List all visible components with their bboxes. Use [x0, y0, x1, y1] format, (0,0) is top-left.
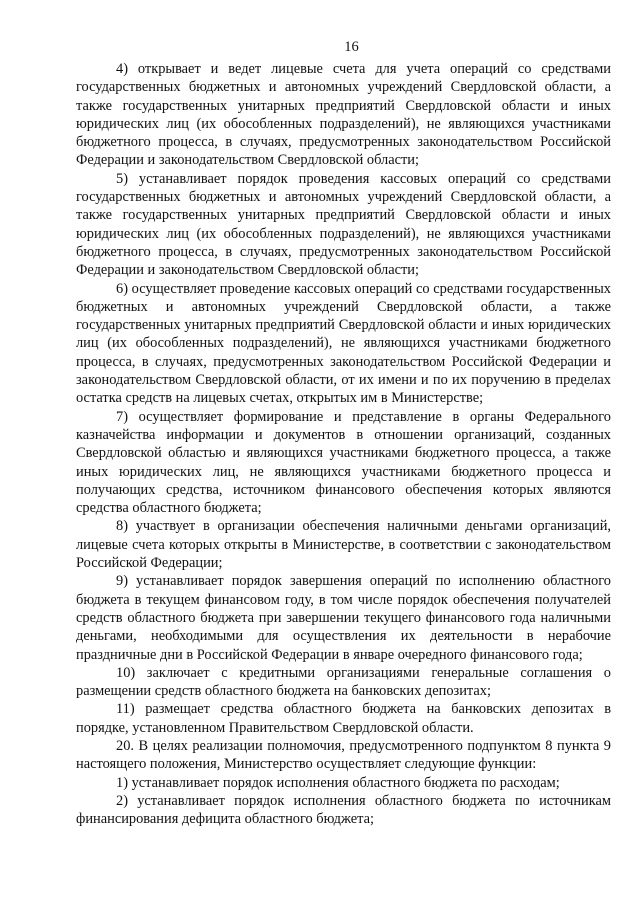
paragraph-clause-20-item-1: 1) устанавливает порядок исполнения областного бюджета по расходам; [116, 774, 560, 791]
paragraph-item-4: 4) открывает и ведет лицевые счета для учета операций со средствами государственных бюджетных и автономных учреждений Свердловской области, а также государственных унитарных предприятий Свердловской области и иных юридических лиц (их обособленных подразделений), не являющихся участниками бюджетного процесса, в случаях, предусмотренных законодательством Российской Федерации и законодательством Свердловской области; [76, 61, 611, 169]
paragraph-clause-20-item-2: 2) устанавливает порядок исполнения областного бюджета по источникам финансирования дефицита областного бюджета; [76, 792, 611, 828]
paragraph-item-11: 11) размещает средства областного бюджета на банковских депозитах в порядке, установленном Правительством Свердловской области. [76, 701, 611, 736]
paragraph-item-5: 5) устанавливает порядок проведения кассовых операций со средствами государственных бюджетных и автономных учреждений Свердловской области, а также государственных унитарных предприятий Свердловской области и иных юридических лиц (их обособленных подразделений), не являющихся участниками бюджетного процесса, в случаях, предусмотренных законодательством Российской Федерации и законодательством Свердловской области; [76, 170, 611, 279]
page-number: 16 [344, 39, 359, 55]
paragraph-item-7: 7) осуществляет формирование и представление в органы Федерального казначейства информации и документов в отношении организаций, созданных Свердловской областью и являющихся участниками бюджетного процесса, а также иных юридических лиц, не являющихся участниками бюджетного процесса и получающих средства, источником финансового обеспечения которых являются средства областного бюджета; [76, 408, 611, 517]
paragraph-item-9: 9) устанавливает порядок завершения операций по исполнению областного бюджета в текущем финансовом году, в том числе порядок обеспечения получателей средств областного бюджета при завершении текущего финансового года наличными деньгами, необходимыми для осуществления их деятельности в нерабочие праздничные дни в Российской Федерации в январе очередного финансового года; [76, 573, 611, 663]
paragraph-item-10: 10) заключает с кредитными организациями генеральные соглашения о размещении средств областного бюджета на банковских депозитах; [76, 664, 611, 700]
paragraph-item-6: 6) осуществляет проведение кассовых операций со средствами государственных бюджетных и автономных учреждений Свердловской области, а также государственных унитарных предприятий Свердловской области и иных юридических лиц (их обособленных подразделений), не являющихся участниками бюджетного процесса, в случаях, предусмотренных законодательством Российской Федерации и законодательством Свердловской области, от их имени и по их поручению в пределах остатка средств на лицевых счетах, открытых им в Министерстве; [76, 280, 611, 407]
document-body [76, 60, 611, 828]
paragraph-clause-20: 20. В целях реализации полномочия, предусмотренного подпунктом 8 пункта 9 настоящего положения, Министерство осуществляет следующие функции: [76, 737, 611, 773]
paragraph-item-8: 8) участвует в организации обеспечения наличными деньгами организаций, лицевые счета которых открыты в Министерстве, в соответствии с законодательством Российской Федерации; [76, 518, 611, 572]
